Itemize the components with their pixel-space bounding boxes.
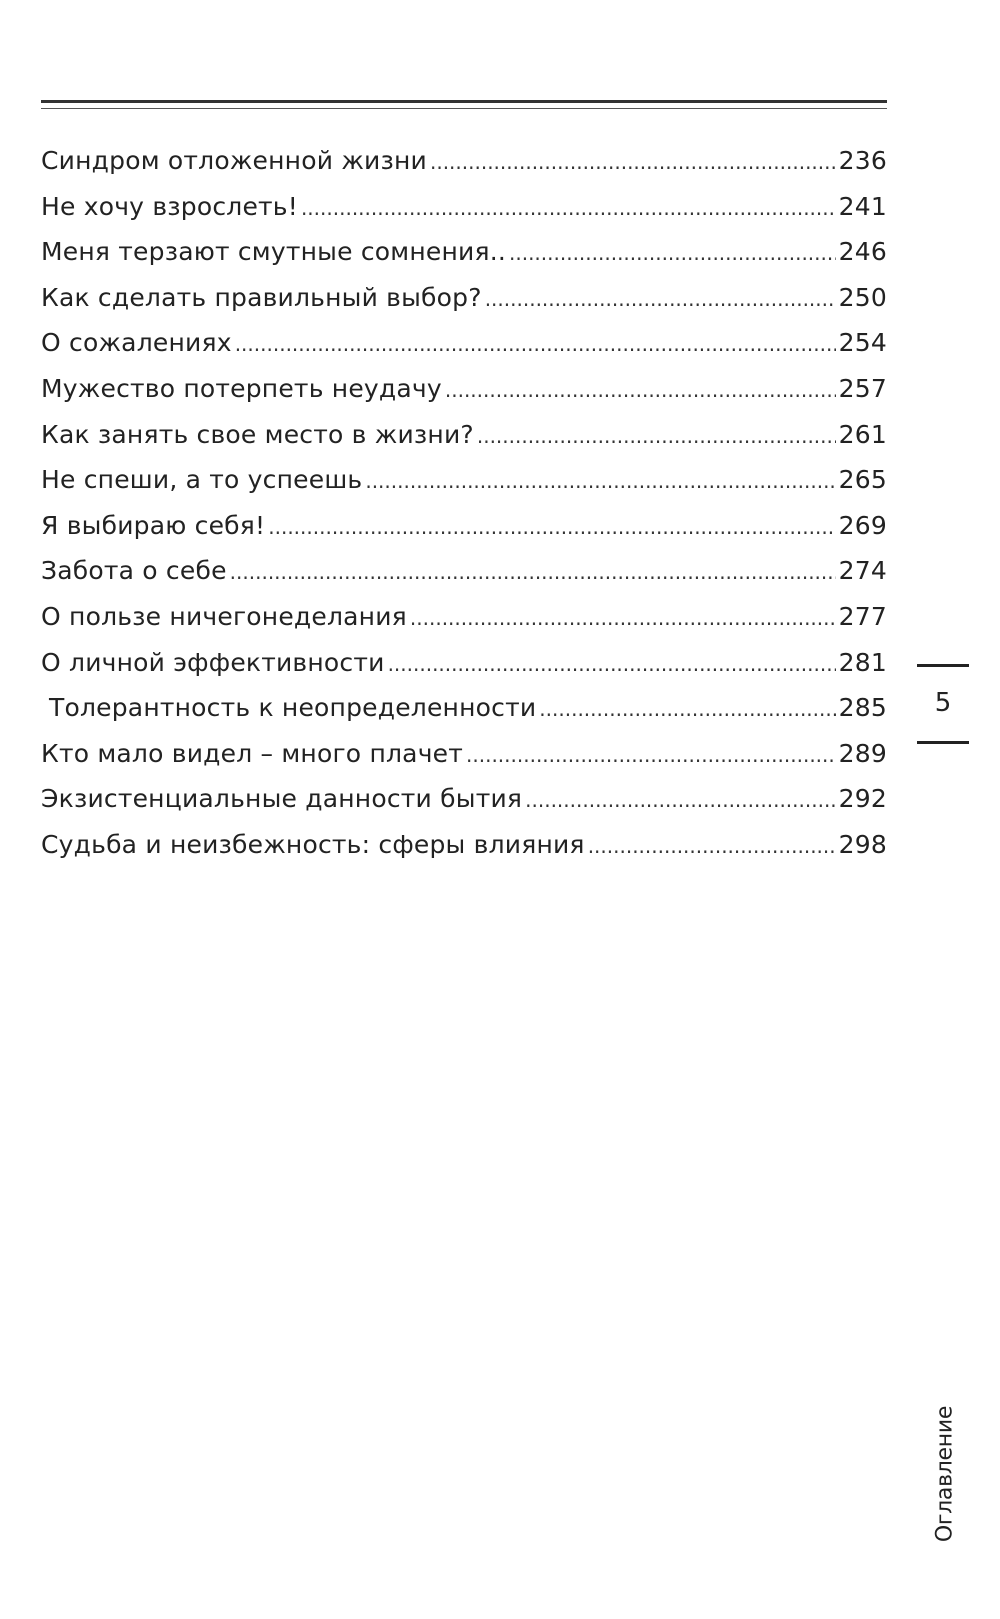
toc-dot-leader	[509, 229, 836, 277]
toc-entry[interactable]	[41, 184, 887, 230]
toc-dot-leader	[539, 685, 835, 733]
toc-entry-page: 269	[838, 510, 887, 540]
toc-entry-title: Меня терзают смутные сомнения..	[41, 237, 506, 267]
toc-entry[interactable]	[41, 776, 887, 822]
page-number-rule-bottom	[917, 741, 969, 744]
toc-entry-page: 246	[838, 237, 887, 267]
toc-entry[interactable]	[41, 548, 887, 594]
toc-entry[interactable]	[41, 320, 887, 366]
toc-entry[interactable]	[41, 594, 887, 640]
toc-dot-leader	[430, 138, 836, 186]
toc-entry-title: Я выбираю себя!	[41, 510, 266, 540]
toc-dot-leader	[477, 412, 836, 460]
toc-entry[interactable]	[41, 503, 887, 549]
toc-entry-page: 292	[838, 784, 887, 814]
toc-entry-page: 236	[838, 146, 887, 175]
toc-entry-title: О пользе ничегонеделания	[41, 601, 407, 631]
toc-entry-title: Толерантность к неопределенности	[49, 693, 537, 723]
toc-entry-page: 254	[838, 328, 887, 358]
toc-dot-leader	[268, 503, 835, 551]
toc-dot-leader	[388, 640, 836, 688]
toc-entry-title: Забота о себе	[41, 556, 227, 586]
toc-entry[interactable]	[41, 731, 887, 777]
toc-entry-page: 257	[838, 373, 887, 403]
toc-entry-title: Судьба и неизбежность: сферы влияния	[41, 829, 585, 859]
toc-entry-title: Как занять свое место в жизни?	[41, 419, 474, 449]
toc-entry-title: О сожалениях	[41, 328, 232, 358]
toc-entry-page: 298	[838, 829, 887, 859]
toc-dot-leader	[588, 822, 836, 870]
toc-dot-leader	[235, 320, 836, 368]
running-head: Оглавление	[932, 1405, 958, 1543]
toc-entry-page: 274	[838, 556, 887, 586]
toc-dot-leader	[466, 731, 836, 779]
page-number-rule-top	[917, 664, 969, 667]
toc-entry[interactable]	[41, 366, 887, 412]
toc-entry[interactable]	[41, 138, 887, 184]
toc-entry-title: Не хочу взрослеть!	[41, 191, 298, 221]
toc-entry[interactable]	[41, 640, 887, 686]
toc-entry[interactable]	[41, 822, 887, 868]
toc-entry-page: 285	[838, 693, 887, 723]
toc-entry-title: О личной эффективности	[41, 647, 385, 677]
toc-entry-page: 265	[838, 465, 887, 495]
toc-entry-page: 261	[838, 419, 887, 449]
toc-entry[interactable]	[41, 229, 887, 275]
toc-entry-title: Не спеши, а то успеешь	[41, 465, 363, 495]
toc-dot-leader	[485, 275, 836, 323]
toc-entry-title: Как сделать правильный выбор?	[41, 282, 482, 312]
toc-entry[interactable]	[41, 457, 887, 503]
toc-entry-page: 250	[838, 282, 887, 312]
toc-entry-title: Синдром отложенной жизни	[41, 146, 427, 175]
page-number: 5	[934, 688, 952, 718]
toc-entry[interactable]	[41, 685, 887, 731]
toc-entry[interactable]	[41, 275, 887, 321]
toc-entry-page: 241	[838, 191, 887, 221]
toc-dot-leader	[525, 776, 836, 824]
toc-entry-page: 277	[838, 601, 887, 631]
toc-entry-page: 281	[838, 647, 887, 677]
toc-dot-leader	[230, 548, 836, 596]
table-of-contents	[41, 138, 887, 868]
toc-entry[interactable]	[41, 412, 887, 458]
toc-entry-title: Экзистенциальные данности бытия	[41, 784, 523, 814]
toc-dot-leader	[301, 184, 836, 232]
top-rule	[41, 100, 887, 103]
toc-entry-page: 289	[838, 738, 887, 768]
toc-dot-leader	[365, 457, 835, 505]
toc-dot-leader	[410, 594, 836, 642]
toc-entry-title: Кто мало видел – много плачет	[41, 738, 464, 768]
toc-entry-title: Мужество потерпеть неудачу	[41, 373, 442, 403]
top-rule-thin	[41, 108, 887, 109]
toc-dot-leader	[445, 366, 836, 414]
